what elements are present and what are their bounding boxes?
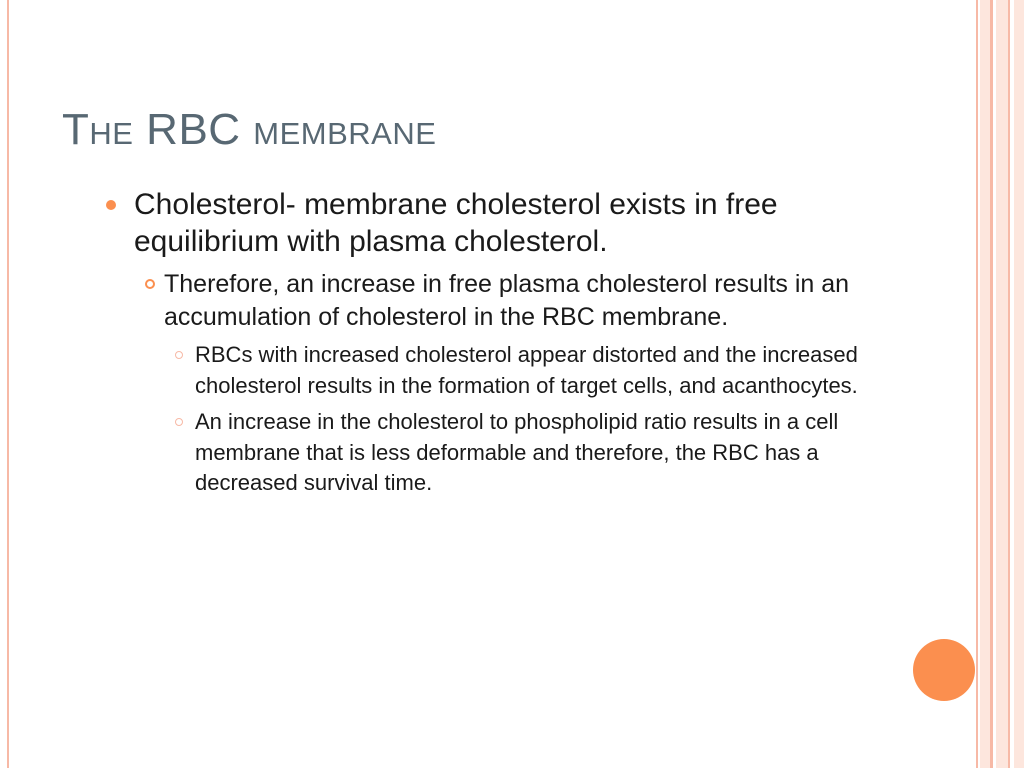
right-decorative-stripes (976, 0, 1024, 768)
bullet-item-level-1 (100, 186, 890, 260)
small-ring-bullet-icon (175, 418, 183, 426)
bullet-text: An increase in the cholesterol to phospholipid ratio results in a cell membrane that is less deformable and therefore, the RBC has a decreased survival time. (195, 409, 839, 495)
bullet-text: Cholesterol- membrane cholesterol exists in free equilibrium with plasma cholesterol. (134, 188, 778, 258)
filled-circle-bullet-icon (106, 200, 116, 210)
bullet-text: RBCs with increased cholesterol appear distorted and the increased cholesterol results in the formation of target cells, and acanthocytes. (195, 342, 858, 398)
bullet-item-level-3 (100, 407, 890, 499)
small-ring-bullet-icon (175, 351, 183, 359)
bullet-text: Therefore, an increase in free plasma cholesterol results in an accumulation of cholesterol in the RBC membrane. (164, 270, 850, 331)
left-border-line (7, 0, 9, 768)
stripe (980, 0, 990, 768)
stripe (976, 0, 978, 768)
stripe (996, 0, 1008, 768)
stripe (990, 0, 993, 768)
stripe (1008, 0, 1010, 768)
bullet-item-level-2 (100, 268, 890, 334)
bullet-list (100, 186, 890, 503)
orange-circle-icon (913, 639, 975, 701)
bullet-item-level-3 (100, 340, 890, 401)
stripe (1014, 0, 1024, 768)
slide-title: The RBC membrane (62, 105, 437, 154)
ring-bullet-icon (145, 279, 155, 289)
